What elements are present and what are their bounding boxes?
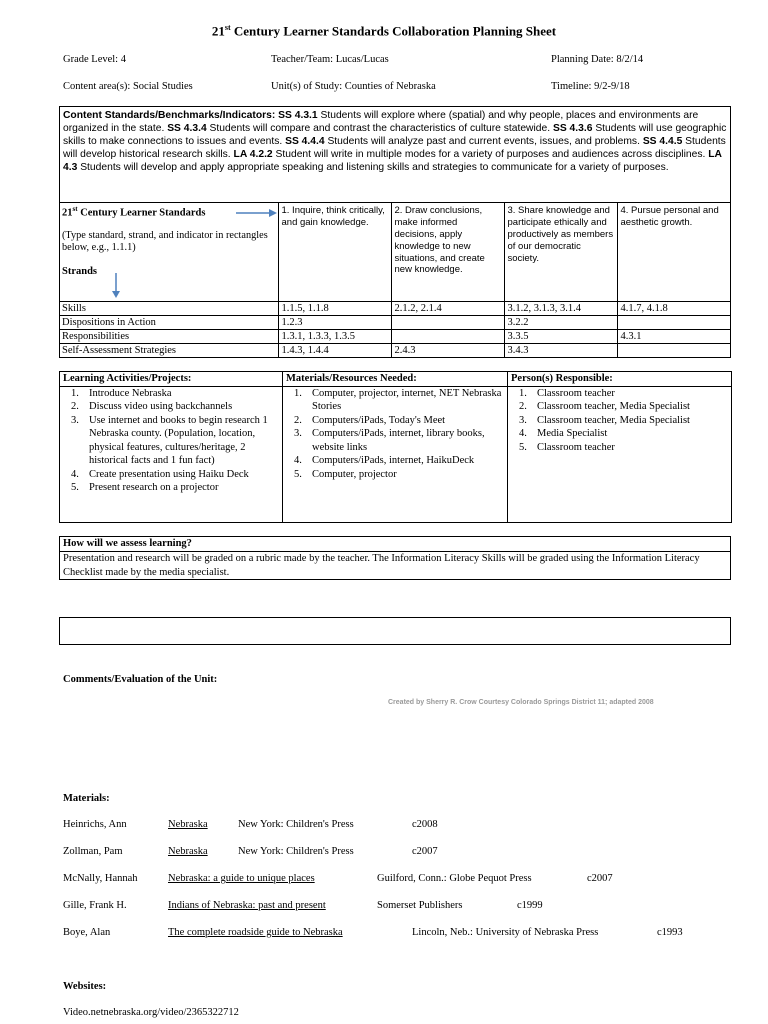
list-item: [63, 414, 279, 468]
standard-code: SS 4.3.6: [552, 123, 593, 134]
list-text: Computers/iPads, internet, HaikuDeck: [312, 455, 475, 466]
websites-heading: Websites:: [63, 981, 107, 992]
learner-cell: [391, 315, 504, 329]
list-item: [511, 427, 728, 441]
learner-row-label: Skills: [60, 301, 278, 315]
learner-cell: 3.3.5: [504, 329, 617, 343]
unit-of-study: Unit(s) of Study: Counties of Nebraska: [271, 81, 436, 92]
list-text: Computer, projector: [312, 468, 397, 480]
page-title: 21st Century Learner Standards Collaboration Planning Sheet: [211, 23, 557, 39]
learner-cell: [617, 343, 730, 357]
material-year: c1999: [517, 900, 543, 911]
list-text: Computer, projector, internet, NET Nebraska Stories: [312, 387, 502, 412]
list-item: [286, 454, 504, 468]
material-publisher: Lincoln, Neb.: University of Nebraska Press: [412, 927, 599, 938]
standard-code: SS 4.4.4: [285, 136, 325, 147]
list-number: 3.: [519, 414, 527, 426]
list-number: 1.: [294, 387, 302, 399]
list-item: [511, 414, 728, 428]
planning-date: Planning Date: 8/2/14: [551, 54, 644, 65]
list-item: [286, 414, 504, 428]
learner-row-label: Responsibilities: [60, 329, 278, 343]
material-title: Nebraska: a guide to unique places: [168, 873, 315, 884]
list-number: 5.: [294, 468, 302, 480]
material-title: Indians of Nebraska: past and present: [168, 900, 326, 911]
learner-cell: 3.2.2: [504, 315, 617, 329]
learner-row: [60, 329, 730, 343]
list-item: [511, 400, 728, 414]
standard-description: Students will use geographic skills to make connections to issues and events.: [63, 123, 727, 147]
assessment-body: Presentation and research will be graded on a rubric made by the teacher. The Information Literacy Skills will be graded using the Information Literacy Checklist made by the media specialist.: [63, 553, 700, 578]
list-text: Discuss video using backchannels: [89, 401, 233, 412]
learner-cell: 1.3.1, 1.3.3, 1.3.5: [278, 329, 391, 343]
list-number: 2.: [71, 401, 79, 412]
learner-instruction: (Type standard, strand, and indicator in rectangles below, e.g., 1.1.1): [62, 229, 268, 254]
activities-heading: Learning Activities/Projects:: [60, 372, 283, 387]
teacher-team: Teacher/Team: Lucas/Lucas: [271, 54, 389, 65]
list-number: 5.: [71, 482, 79, 493]
standard-code: SS 4.4.5: [642, 136, 683, 147]
standard-description: Student will write in multiple modes for a variety of purposes and audiences across disciplines.: [272, 149, 709, 160]
learner-row: [60, 343, 730, 357]
learner-row: [60, 315, 730, 329]
learner-row-label: Self-Assessment Strategies: [60, 343, 278, 357]
standard-description: Students will analyze past and current events, issues, and problems.: [324, 136, 643, 147]
list-text: Classroom teacher, Media Specialist: [537, 414, 690, 426]
material-author: Boye, Alan: [63, 927, 111, 938]
activities-table: [59, 371, 732, 523]
materials-heading-bottom: Materials:: [63, 793, 110, 804]
learner-cell: 2.4.3: [391, 343, 504, 357]
list-text: Classroom teacher: [537, 441, 615, 453]
material-title: Nebraska: [168, 846, 208, 857]
list-item: [63, 387, 279, 401]
learner-cell: [391, 329, 504, 343]
list-text: Computers/iPads, internet, library books, website links: [312, 428, 485, 453]
list-item: [63, 400, 279, 414]
material-year: c1993: [657, 927, 683, 938]
material-year: c2007: [587, 873, 613, 884]
list-item: [286, 427, 504, 454]
strand-column-1: 1. Inquire, think critically, and gain knowledge.: [278, 203, 391, 301]
assessment-section: [59, 536, 731, 580]
material-year: c2007: [412, 846, 438, 857]
list-number: 3.: [294, 428, 302, 439]
standards-section: [59, 106, 731, 358]
material-author: Gille, Frank H.: [63, 900, 127, 911]
learner-row-label: Dispositions in Action: [60, 315, 278, 329]
list-number: 1.: [71, 387, 79, 399]
timeline: Timeline: 9/2-9/18: [551, 81, 630, 92]
material-publisher: New York: Children's Press: [238, 846, 354, 857]
material-publisher: New York: Children's Press: [238, 819, 354, 830]
standard-code: Content Standards/Benchmarks/Indicators: SS 4.3.1: [63, 110, 318, 121]
arrow-down-icon: [110, 273, 122, 299]
strand-column-4: 4. Pursue personal and aesthetic growth.: [617, 203, 730, 301]
list-number: 2.: [294, 414, 302, 426]
list-number: 4.: [294, 455, 302, 466]
responsible-heading: Person(s) Responsible:: [508, 372, 732, 387]
material-author: Zollman, Pam: [63, 846, 123, 857]
standard-description: Students will compare and contrast the characteristics of culture statewide.: [206, 123, 553, 134]
list-number: 3.: [71, 414, 79, 426]
list-text: Use internet and books to begin research 1 Nebraska county. (Population, location, physical features, cultures/heritage, 2 historical facts and 1 fun fact): [89, 414, 268, 466]
learner-cell: [617, 315, 730, 329]
list-item: [286, 468, 504, 482]
credit-text: Created by Sherry R. Crow Courtesy Colorado Springs District 11; adapted 2008: [388, 699, 654, 706]
list-number: 4.: [519, 428, 527, 439]
standard-description: Students will explore where (spatial) and why people, places and environments are organized in the state.: [63, 110, 699, 134]
learner-row: [60, 301, 730, 315]
list-number: 1.: [519, 387, 527, 399]
list-number: 2.: [519, 401, 527, 412]
list-text: Introduce Nebraska: [89, 387, 172, 399]
list-item: [511, 387, 728, 401]
list-text: Present research on a projector: [89, 482, 219, 493]
material-title: Nebraska: [168, 819, 208, 830]
standard-code: LA 4.3: [63, 149, 722, 173]
material-author: Heinrichs, Ann: [63, 819, 127, 830]
standard-code: LA 4.2.2: [233, 149, 273, 160]
list-item: [63, 481, 279, 495]
learner-cell: 3.4.3: [504, 343, 617, 357]
learner-cell: 1.1.5, 1.1.8: [278, 301, 391, 315]
materials-heading: Materials/Resources Needed:: [283, 372, 508, 387]
content-area: Content area(s): Social Studies: [63, 81, 193, 92]
list-text: Create presentation using Haiku Deck: [89, 468, 249, 480]
standard-description: Students will develop historical research skills.: [63, 136, 726, 160]
arrow-right-icon: [236, 207, 278, 219]
list-item: [63, 468, 279, 482]
empty-box: [59, 617, 731, 645]
strand-column-2: 2. Draw conclusions, make informed decisions, apply knowledge to new situations, and create new knowledge.: [391, 203, 504, 301]
comments-label: Comments/Evaluation of the Unit:: [63, 674, 218, 685]
list-item: [286, 387, 504, 414]
learner-standards-table: [60, 203, 730, 357]
website-link[interactable]: Video.netnebraska.org/video/2365322712: [63, 1007, 239, 1018]
material-title: The complete roadside guide to Nebraska: [168, 927, 343, 938]
strand-column-3: 3. Share knowledge and participate ethically and productively as members of our democratic society.: [504, 203, 617, 301]
learner-standards-header: [60, 203, 278, 301]
learner-cell: 2.1.2, 2.1.4: [391, 301, 504, 315]
learner-cell: 4.1.7, 4.1.8: [617, 301, 730, 315]
list-item: [511, 441, 728, 455]
grade-level: Grade Level: 4: [63, 54, 126, 65]
learner-cell: 4.3.1: [617, 329, 730, 343]
list-text: Classroom teacher: [537, 387, 615, 399]
learner-cell: 1.2.3: [278, 315, 391, 329]
material-author: McNally, Hannah: [63, 873, 138, 884]
list-text: Classroom teacher, Media Specialist: [537, 401, 690, 412]
standard-description: Students will develop and apply appropriate speaking and listening skills and strategies to communicate for a variety of purposes.: [77, 162, 669, 173]
standard-code: SS 4.3.4: [167, 123, 207, 134]
material-year: c2008: [412, 819, 438, 830]
activities-list: [63, 387, 279, 495]
list-number: 4.: [71, 468, 79, 480]
learner-cell: 1.4.3, 1.4.4: [278, 343, 391, 357]
material-publisher: Somerset Publishers: [377, 900, 463, 911]
list-number: 5.: [519, 441, 527, 453]
list-text: Computers/iPads, Today's Meet: [312, 414, 446, 426]
responsible-list: [511, 387, 728, 455]
learner-cell: 3.1.2, 3.1.3, 3.1.4: [504, 301, 617, 315]
assessment-heading: How will we assess learning?: [60, 537, 730, 552]
materials-list: [286, 387, 504, 482]
list-text: Media Specialist: [537, 428, 608, 439]
strands-label: Strands: [62, 266, 98, 278]
learner-standards-heading: 21st Century Learner Standards: [62, 205, 206, 219]
material-publisher: Guilford, Conn.: Globe Pequot Press: [377, 873, 532, 884]
content-standards-text: [60, 107, 730, 203]
